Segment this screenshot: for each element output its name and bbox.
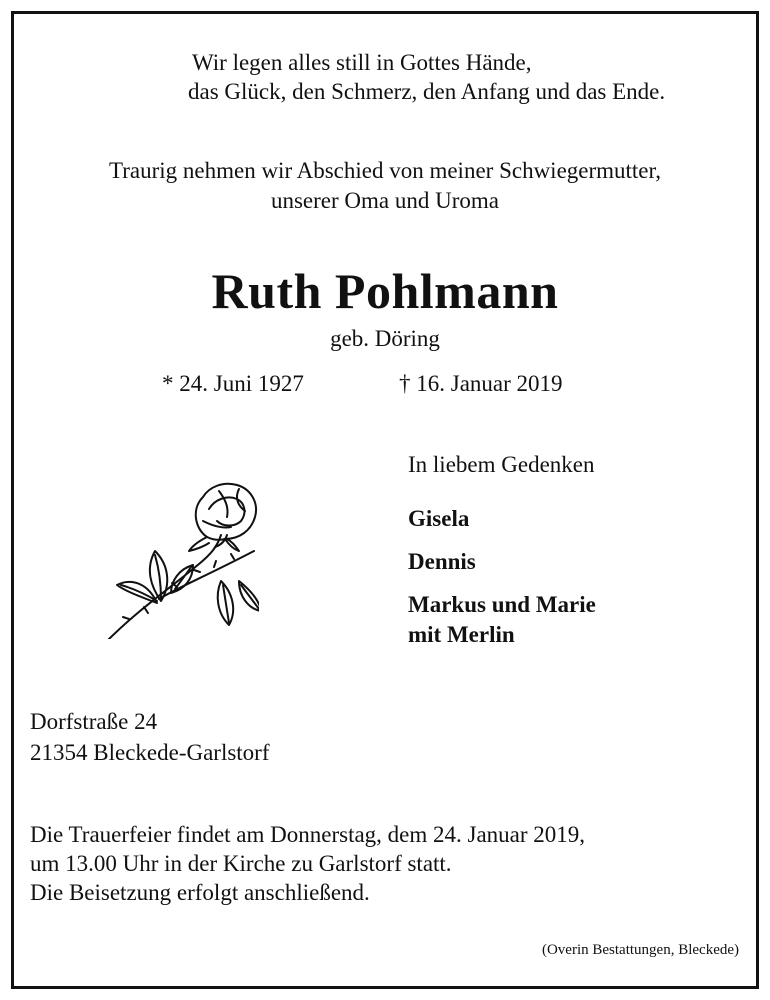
mourner-name: Gisela	[408, 506, 470, 531]
obituary-notice	[11, 11, 759, 989]
ceremony-line-1: Die Trauerfeier findet am Donnerstag, dem 24. Januar 2019,	[30, 822, 586, 847]
birth-date: * 24. Juni 1927	[162, 371, 304, 396]
deceased-name: Ruth Pohlmann	[211, 263, 559, 319]
death-date: † 16. Januar 2019	[399, 371, 563, 396]
verse-line-1: Wir legen alles still in Gottes Hände,	[192, 50, 532, 75]
verse	[14, 48, 756, 106]
address-street: Dorfstraße 24	[30, 709, 158, 734]
maiden-name: geb. Döring	[330, 326, 440, 351]
ceremony-line-3: Die Beisetzung erfolgt anschließend.	[30, 880, 370, 905]
undertaker-credit: (Overin Bestattungen, Bleckede)	[541, 942, 739, 958]
mourner-name: Markus und Marie	[408, 592, 596, 617]
ceremony-line-2: um 13.00 Uhr in der Kirche zu Garlstorf statt.	[30, 851, 452, 876]
memory-heading: In liebem Gedenken	[408, 452, 595, 477]
rose-icon	[99, 469, 259, 639]
address	[30, 706, 270, 768]
intro-line-1: Traurig nehmen wir Abschied von meiner Schwiegermutter,	[108, 158, 662, 183]
address-city: 21354 Bleckede-Garlstorf	[30, 740, 270, 765]
mourner-name: mit Merlin	[408, 622, 515, 647]
intro-line-2: unserer Oma und Uroma	[270, 188, 499, 213]
mourner-group	[408, 590, 596, 650]
intro-text	[14, 156, 756, 216]
ceremony-info	[30, 820, 585, 907]
mourner-name: Dennis	[408, 549, 476, 574]
verse-line-2: das Glück, den Schmerz, den Anfang und das Ende.	[188, 79, 666, 104]
